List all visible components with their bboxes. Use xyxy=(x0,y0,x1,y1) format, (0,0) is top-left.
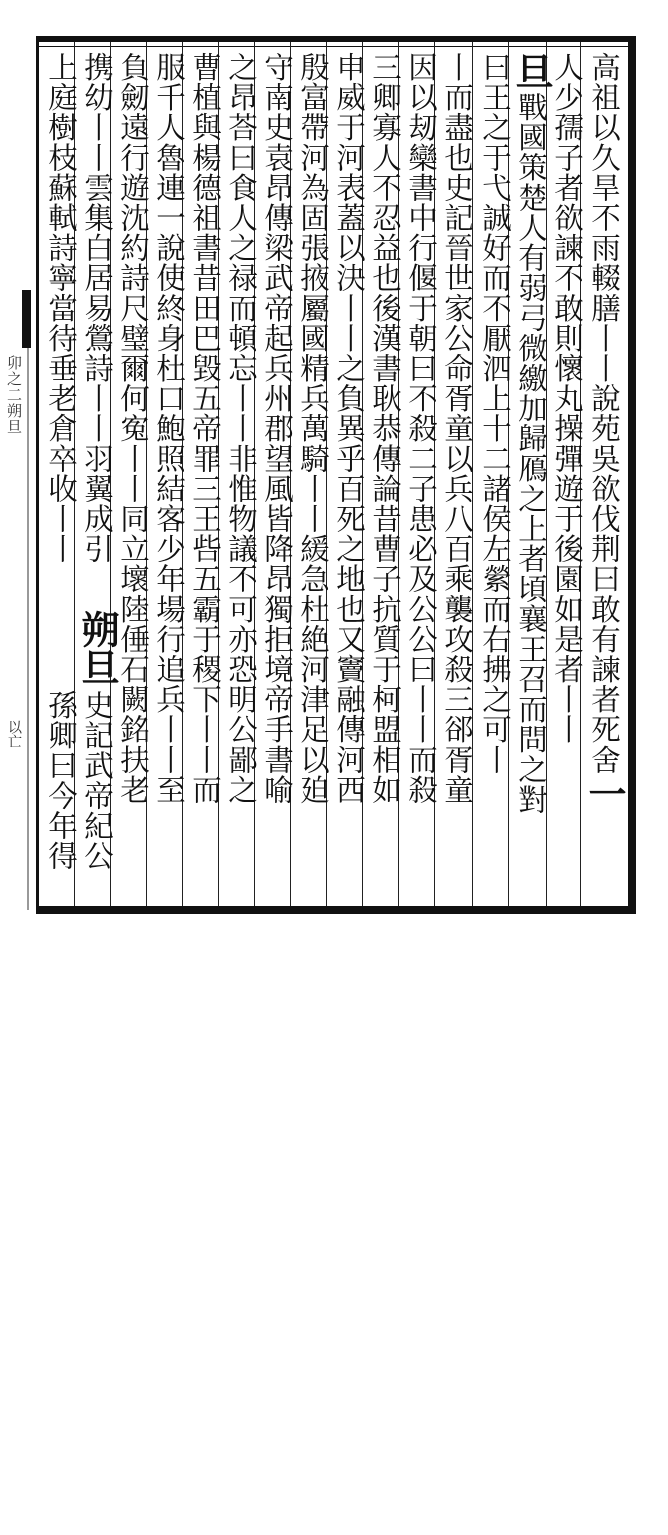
text-column-2 xyxy=(547,52,587,897)
text-column-3b xyxy=(511,92,551,937)
text-column-12 xyxy=(185,52,225,897)
text-column-9 xyxy=(293,52,333,897)
fishtail-mark xyxy=(22,290,31,348)
column-text: 戰國策楚人有弱弓微繳加歸鴈之上者頃襄王召而問之對 xyxy=(514,92,548,815)
column-text: 負劒遠行遊沈約詩尺璧爾何寃丨丨同立壞陸倕石闕銘扶老 xyxy=(116,52,150,805)
large-one-mark: 一 xyxy=(582,774,627,814)
column-text: 上庭樹枝蘇軾詩寧當待垂老倉卒收丨丨 xyxy=(44,52,78,564)
column-text: 服千人魯連一說使終身杜口鮑照結客少年場行追兵丨丨至 xyxy=(152,52,186,805)
text-column-7 xyxy=(365,52,405,897)
text-column-6 xyxy=(401,52,441,897)
folio-title: 卯之二朔旦 xyxy=(5,355,23,435)
column-text: 三卿寡人不忍益也後漢書耿恭傳論昔曹子抗質于柯盟相如 xyxy=(368,52,402,805)
column-text: 高祖以久旱不雨輟膳丨丨說苑吳欲伐荆曰敢有諫者死舍 xyxy=(587,52,621,775)
column-text: 丨而盡也史記晉世家公命胥童以兵八百乘襲攻殺三郤胥童 xyxy=(440,52,474,805)
page-edge-line xyxy=(27,290,29,910)
column-text: 申威于河表蓋以決丨丨之負異乎百死之地也又竇融傳河西 xyxy=(332,52,366,805)
column-text: 之昂荅曰食人之禄而頓忘丨丨非惟物議不可亦恐明公鄙之 xyxy=(224,52,258,805)
column-text: 殷富帶河為固張掖屬國精兵萬騎丨丨緩急杜絶河津足以廹 xyxy=(296,52,330,805)
text-column-16b xyxy=(41,690,81,1535)
frame-left-rule xyxy=(36,36,39,914)
column-text: 史記武帝紀公 xyxy=(80,690,114,871)
column-text: 曹植與楊德祖書昔田巴毀五帝罪三王呰五霸于稷下丨丨而 xyxy=(188,52,222,805)
text-column-15b xyxy=(77,690,117,1535)
entry-heading: 朔旦 xyxy=(75,610,120,686)
column-text: 携幼丨丨雲集白居易鶯詩丨丨羽翼成引 xyxy=(80,52,114,564)
text-column-8 xyxy=(329,52,369,897)
column-text: 曰王之于弋誠好而不厭泗上十二諸侯左縈而右拂之可丨 xyxy=(478,52,512,775)
text-column-4 xyxy=(475,52,515,897)
text-column-10 xyxy=(257,52,297,897)
text-column-5 xyxy=(437,52,477,897)
entry-heading: 旦 xyxy=(509,52,554,90)
column-text: 因以刼欒書中行偃于朝曰不殺二子患必及公公曰丨丨而殺 xyxy=(404,52,438,805)
text-column-13 xyxy=(149,52,189,897)
column-text: 孫卿曰今年得 xyxy=(44,690,78,871)
frame-right-rule xyxy=(628,36,636,914)
column-text: 守南史袁昂傳梁武帝起兵州郡望風皆降昂獨拒境帝手書喻 xyxy=(260,52,294,805)
text-column-1 xyxy=(582,52,627,897)
text-column-11 xyxy=(221,52,261,897)
text-column-14 xyxy=(113,52,153,897)
column-text: 人少孺子者欲諫不敢則懷丸操彈遊于後園如是者丨丨 xyxy=(550,52,584,745)
folio-page-number: 以亡 xyxy=(6,720,22,748)
